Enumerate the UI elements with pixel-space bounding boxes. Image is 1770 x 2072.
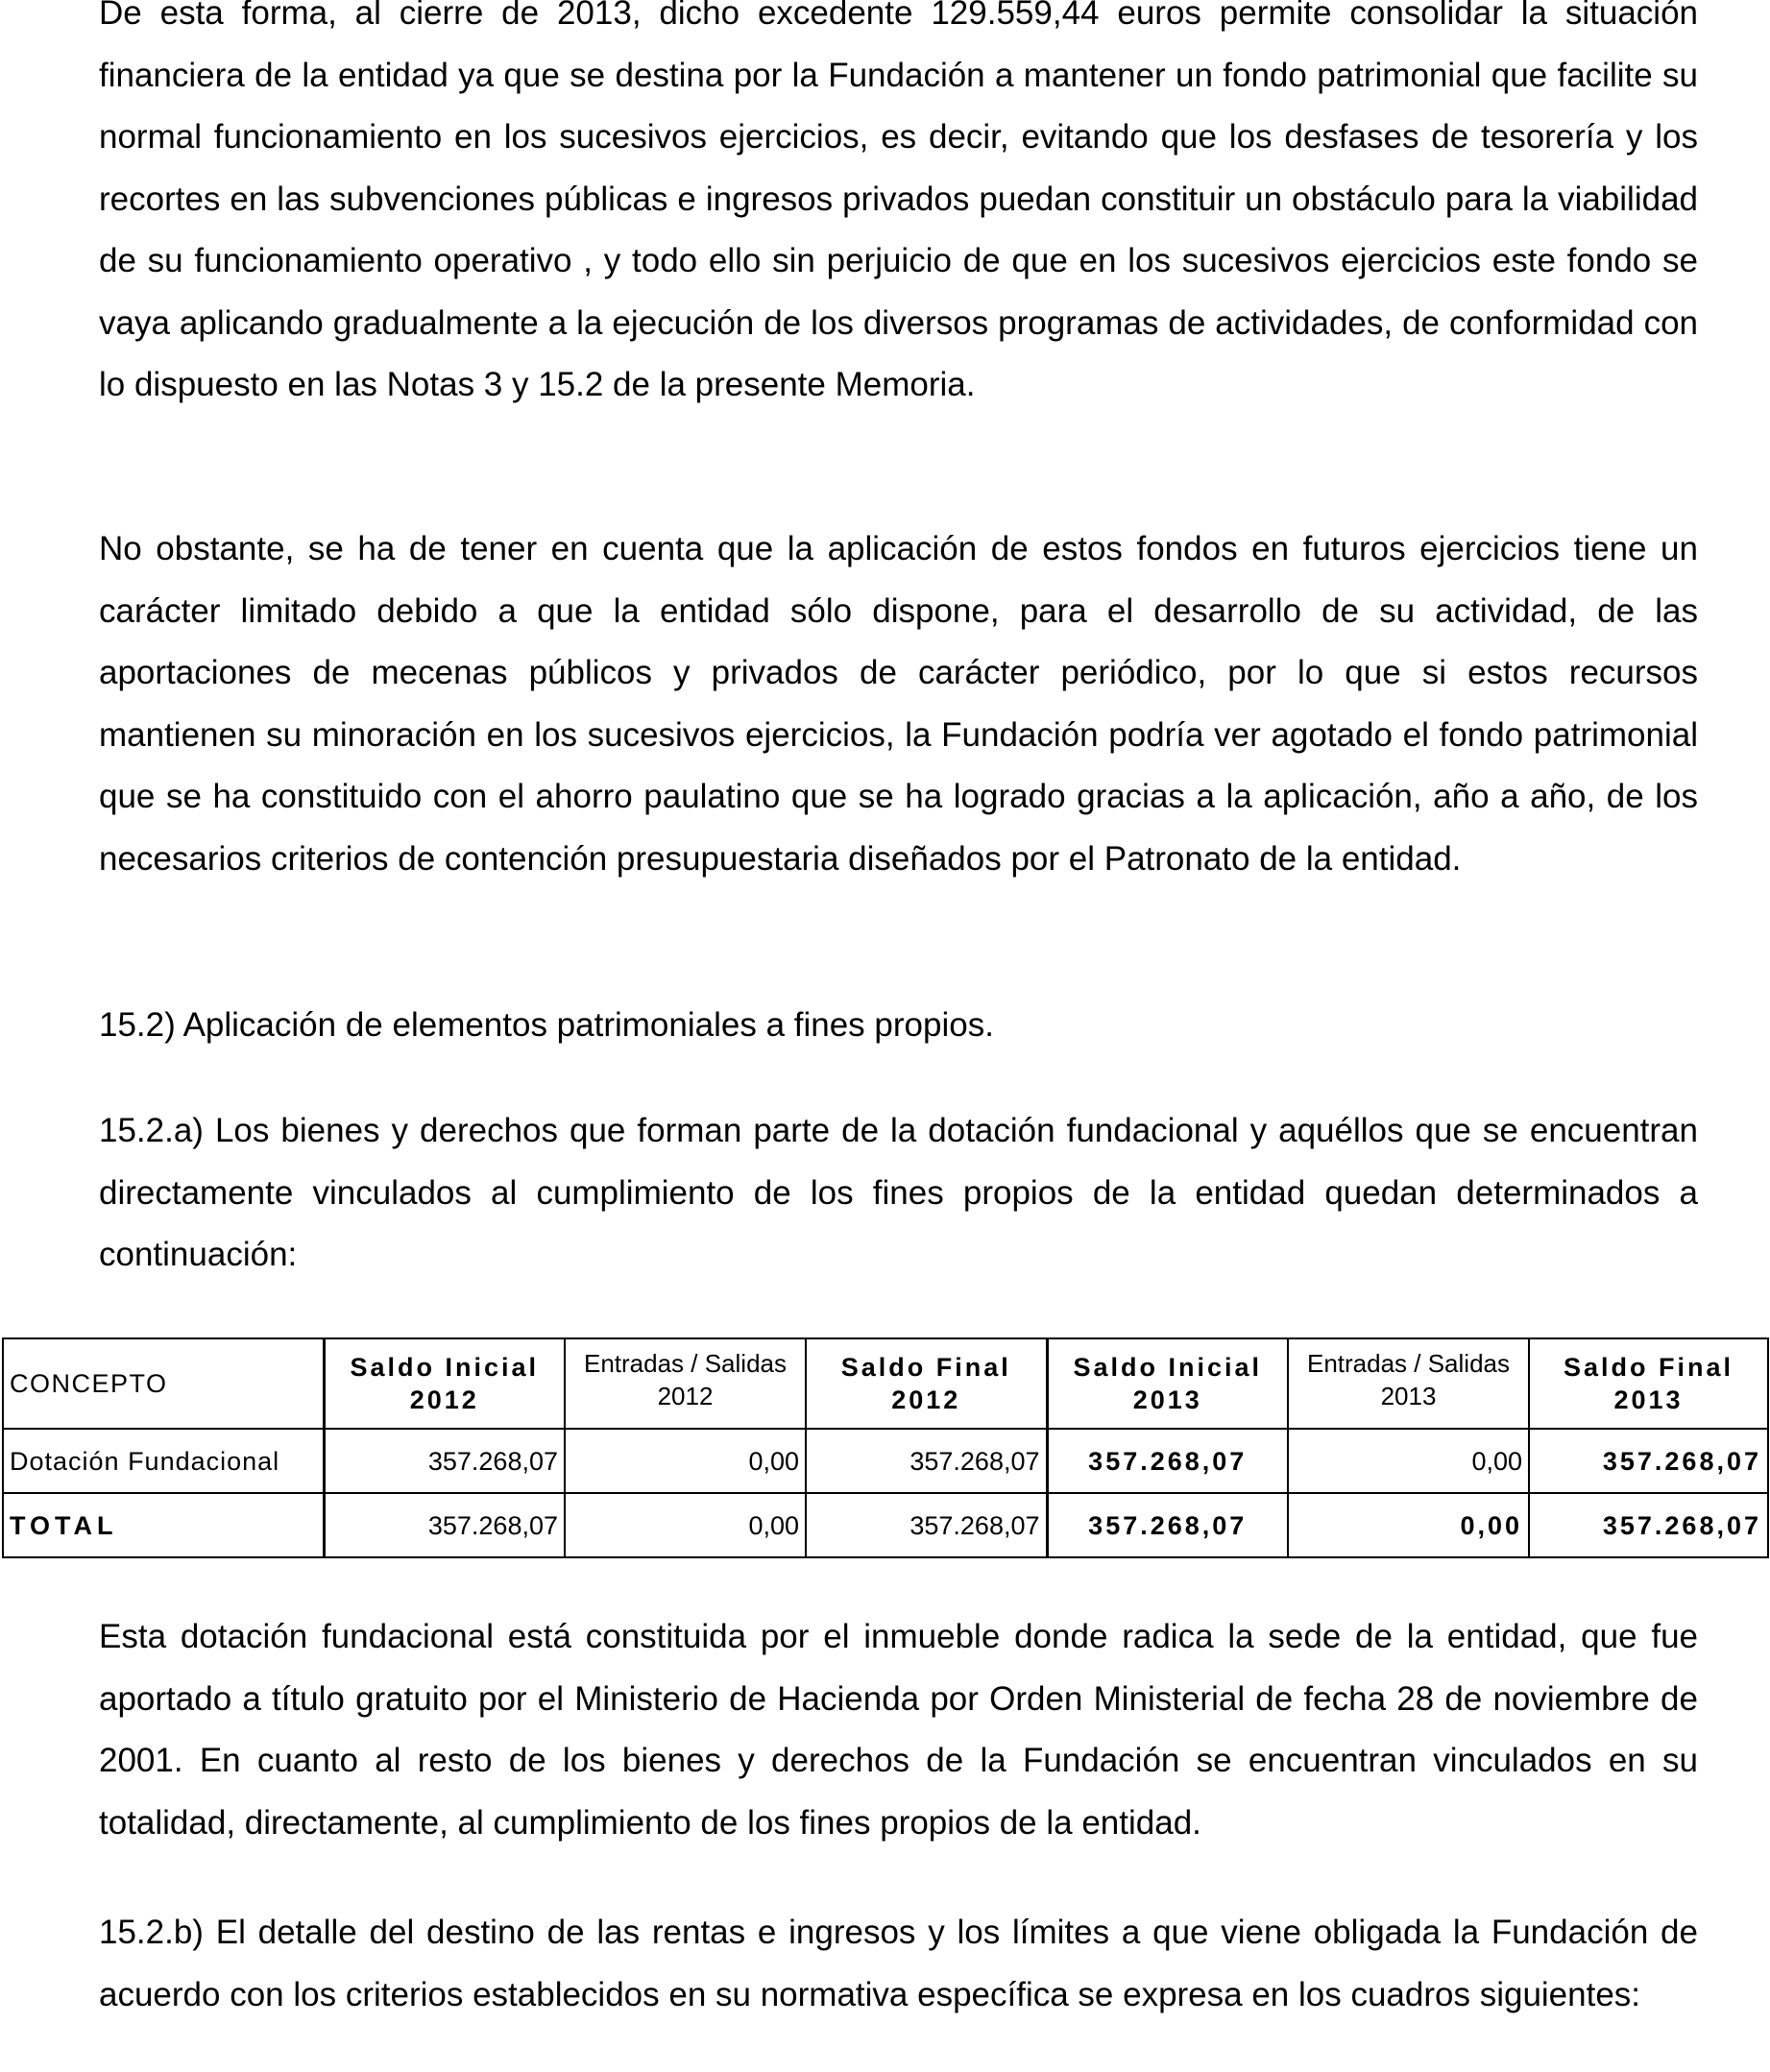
table-header-row xyxy=(3,1338,1768,1429)
paragraph-15-2-a: 15.2.a) Los bienes y derechos que forman parte de la dotación fundacional y aquéllos que se encuentran directamente vinculados al cumplimiento de los fines propios de la entidad quedan determinados a continuación: xyxy=(99,1112,1698,1273)
cell-value: 357.268,07 xyxy=(1529,1493,1768,1557)
dotacion-table xyxy=(2,1337,1769,1558)
table-row xyxy=(3,1429,1768,1493)
header-year: 2012 xyxy=(409,1385,479,1414)
header-entradas-salidas-2013 xyxy=(1288,1338,1529,1429)
paragraph-excedente: De esta forma, al cierre de 2013, dicho excedente 129.559,44 euros permite consolidar la situación financiera de la entidad ya que se destina por la Fundación a mantener un fondo patrimonial que facilite su normal funcionamiento en los sucesivos ejercicios, es decir, evitando que los desfases de tesorería y los recortes en las subvenciones públicas e ingresos privados puedan constituir un obstáculo para la viabilidad de su funcionamiento operativo , y todo ello sin perjuicio de que en los sucesivos ejercicios este fondo se vaya aplicando gradualmente a la ejecución de los diversos programas de actividades, de conformidad con lo dispuesto en las Notas 3 y 15.2 de la presente Memoria. xyxy=(99,0,1698,403)
cell-value: 357.268,07 xyxy=(324,1429,565,1493)
header-label: Saldo Inicial xyxy=(350,1353,540,1382)
table-row-total xyxy=(3,1493,1768,1557)
cell-value: 357.268,07 xyxy=(1047,1493,1288,1557)
header-label: Saldo Final xyxy=(840,1353,1011,1382)
paragraph-dotacion-fundacional: Esta dotación fundacional está constituida por el inmueble donde radica la sede de la entidad, que fue aportado a título gratuito por el Ministerio de Hacienda por Orden Ministerial de fecha 28 de noviembre de 2001. En cuanto al resto de los bienes y derechos de la Fundación se encuentran vinculados en su totalidad, directamente, al cumplimiento de los fines propios de la entidad. xyxy=(99,1618,1698,1842)
paragraph-15-2-b: 15.2.b) El detalle del destino de las rentas e ingresos y los límites a que viene obligada la Fundación de acuerdo con los criterios establecidos en su normativa específica se expresa en los cuadros siguientes: xyxy=(99,1914,1698,2013)
header-saldo-inicial-2013 xyxy=(1047,1338,1288,1429)
cell-value: 0,00 xyxy=(565,1429,806,1493)
cell-value: 0,00 xyxy=(1288,1429,1529,1493)
header-year: 2013 xyxy=(1613,1385,1684,1414)
cell-value: 0,00 xyxy=(565,1493,806,1557)
cell-value: 0,00 xyxy=(1288,1493,1529,1557)
header-label: Saldo Final xyxy=(1563,1353,1734,1382)
header-year: 2013 xyxy=(1380,1382,1437,1410)
paragraph-no-obstante: No obstante, se ha de tener en cuenta que la aplicación de estos fondos en futuros ejercicios tiene un carácter limitado debido a que la entidad sólo dispone, para el desarrollo de su actividad, de las aportaciones de mecenas públicos y privados de carácter periódico, por lo que si estos recursos mantienen su minoración en los sucesivos ejercicios, la Fundación podría ver agotado el fondo patrimonial que se ha constituido con el ahorro paulatino que se ha logrado gracias a la aplicación, año a año, de los necesarios criterios de contención presupuestaria diseñados por el Patronato de la entidad. xyxy=(99,530,1698,878)
header-entradas-salidas-2012 xyxy=(565,1338,806,1429)
header-year: 2012 xyxy=(657,1382,714,1410)
row-label: TOTAL xyxy=(3,1493,324,1557)
row-label: Dotación Fundacional xyxy=(3,1429,324,1493)
header-saldo-inicial-2012 xyxy=(324,1338,565,1429)
cell-value: 357.268,07 xyxy=(1047,1429,1288,1493)
cell-value: 357.268,07 xyxy=(806,1429,1047,1493)
cell-value: 357.268,07 xyxy=(806,1493,1047,1557)
header-year: 2013 xyxy=(1132,1385,1202,1414)
header-label: Entradas / Salidas xyxy=(1306,1349,1510,1378)
header-year: 2012 xyxy=(891,1385,961,1414)
header-label: Saldo Inicial xyxy=(1073,1353,1263,1382)
cell-value: 357.268,07 xyxy=(324,1493,565,1557)
cell-value: 357.268,07 xyxy=(1529,1429,1768,1493)
header-label: Entradas / Salidas xyxy=(583,1349,787,1378)
header-saldo-final-2012 xyxy=(806,1338,1047,1429)
header-concepto: CONCEPTO xyxy=(3,1338,324,1429)
header-saldo-final-2013 xyxy=(1529,1338,1768,1429)
section-heading-15-2: 15.2) Aplicación de elementos patrimoniales a fines propios. xyxy=(99,1006,994,1044)
